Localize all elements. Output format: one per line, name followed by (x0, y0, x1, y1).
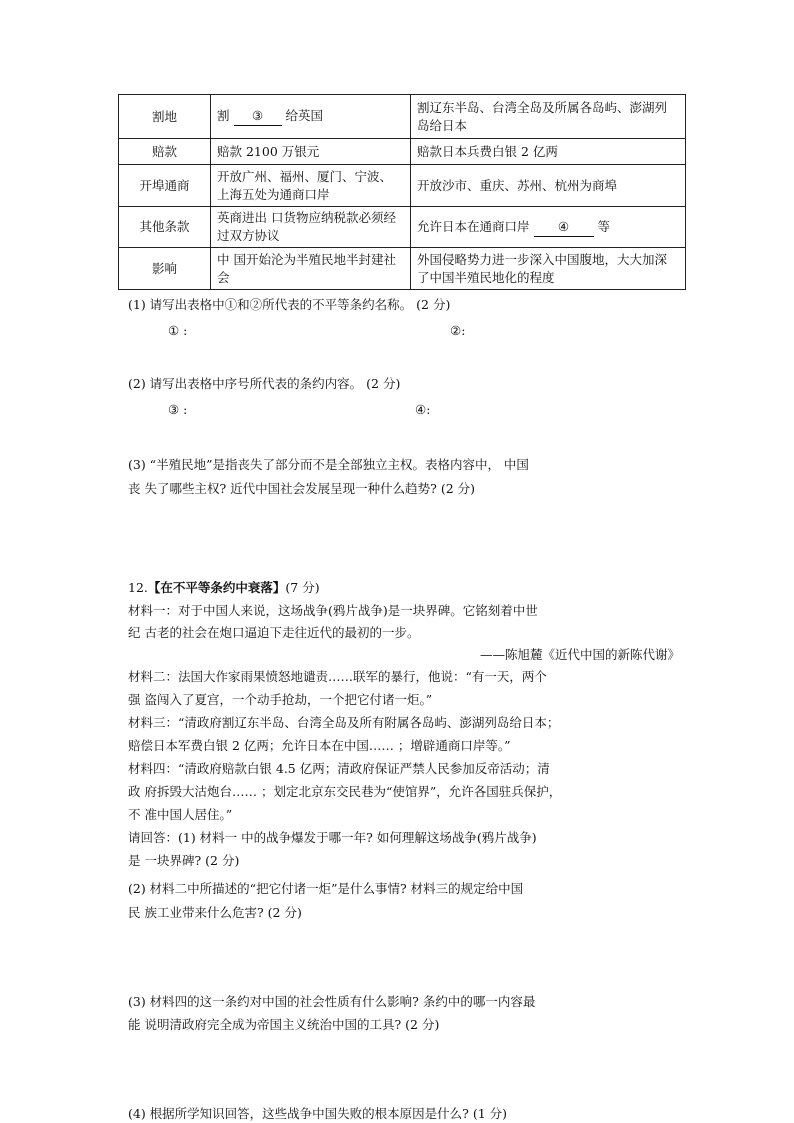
material-3-line2: 赔偿日本军费白银 2 亿两；允许日本在中国…… ；增辟通商口岸等。” (128, 738, 511, 753)
subquestion-4: (4) 根据所学知识回答，这些战争中国失败的根本原因是什么? (1 分) (128, 1106, 508, 1121)
table-cell: 赔款 2100 万银元 (211, 139, 411, 165)
material-2-line2: 强 盗闯入了夏宫，一个动手抢劫，一个把它付诸一炬。” (128, 692, 433, 707)
cell-text: 给英国 (285, 108, 323, 123)
cell-text: 等 (597, 218, 610, 234)
table-row (119, 207, 686, 248)
answer-label-1: ① : (168, 323, 188, 338)
subquestion-3-line2: 能 说明清政府完全成为帝国主义统治中国的工具? (2 分) (128, 1017, 440, 1032)
subquestion-2-line1: (2) 材料二中所描述的“把它付诸一炬”是什么事情? 材料三的规定给中国 (128, 881, 524, 896)
material-1-source: ——陈旭麓《近代中国的新陈代谢》 (479, 647, 680, 662)
table-cell: 开放广州、福州、厦门、宁波、上海五处为通商口岸 (211, 165, 411, 207)
table-row (119, 165, 686, 207)
cell-text: 允许日本在通商口岸 (417, 218, 530, 234)
row-header: 开埠通商 (119, 165, 211, 207)
question-1: (1) 请写出表格中①和②所代表的不平等条约名称。 (2 分) (128, 297, 451, 312)
material-3-line1: 材料三：“清政府割辽东半岛、台湾全岛及所有附属各岛屿、澎湖列岛给日本； (128, 715, 560, 730)
subquestion-2-line2: 民 族工业带来什么危害? (2 分) (128, 905, 302, 920)
material-1-line2: 纪 古老的社会在炮口逼迫下走往近代的最初的一步。 (128, 625, 420, 640)
row-header: 其他条款 (119, 207, 211, 248)
table-cell (411, 207, 686, 248)
question-3-line2: 丧 失了哪些主权? 近代中国社会发展呈现一种什么趋势? (2 分) (128, 481, 476, 496)
table-cell: 开放沙市、重庆、苏州、杭州为商埠 (411, 165, 686, 207)
table-row (119, 95, 686, 139)
question-title: 【在不平等条约中衰落】 (147, 580, 286, 595)
question-number: 12. (128, 580, 148, 595)
question-score: (7 分) (285, 580, 320, 595)
table-cell: 英商进出 口货物应纳税款必须经过双方协议 (211, 207, 411, 248)
question-3-line1: (3) “半殖民地”是指丧失了部分而不是全部独立主权。表格内容中， 中国 (128, 457, 529, 472)
row-header: 赔款 (119, 139, 211, 165)
answer-label-3: ③ : (168, 402, 188, 417)
table-cell: 赔款日本兵费白银 2 亿两 (411, 139, 686, 165)
material-4-line3: 不 准中国人居住。” (128, 807, 233, 822)
subquestion-1-line2: 是 一块界碑? (2 分) (128, 853, 240, 868)
treaty-comparison-table (118, 94, 686, 290)
subquestion-3-line1: (3) 材料四的这一条约对中国的社会性质有什么影响? 条约中的哪一内容最 (128, 994, 536, 1009)
row-header: 割地 (119, 95, 211, 139)
material-4-line1: 材料四：“清政府赔款白银 4.5 亿两；清政府保证严禁人民参加反帝活动；清 (128, 761, 550, 776)
table-row (119, 139, 686, 165)
subquestion-1-line1: 请回答：(1) 材料一 中的战争爆发于哪一年? 如何理解这场战争(鸦片战争) (128, 830, 537, 845)
material-2-line1: 材料二：法国大作家雨果愤怒地谴责……联军的暴行，他说：“有一天，两个 (128, 669, 547, 684)
answer-blank-3: ③ (234, 107, 282, 126)
table-cell (211, 95, 411, 139)
row-header: 影响 (119, 248, 211, 290)
answer-label-4: ④: (415, 402, 431, 417)
table-cell: 外国侵略势力进一步深入中国腹地，大大加深了中国半殖民地化的程度 (411, 248, 686, 290)
question-12-heading (128, 578, 320, 596)
material-1-line1: 材料一：对于中国人来说，这场战争(鸦片战争)是一块界碑。它铭刻着中世 (128, 603, 538, 618)
cell-text: 割 (217, 108, 230, 123)
material-4-line2: 政 府拆毁大沽炮台…… ；划定北京东交民巷为“使馆界”，允许各国驻兵保护， (128, 784, 562, 799)
table-row (119, 248, 686, 290)
question-2: (2) 请写出表格中序号所代表的条约内容。 (2 分) (128, 376, 401, 391)
table-cell: 中 国开始沦为半殖民地半封建社会 (211, 248, 411, 290)
answer-label-2: ②: (450, 323, 466, 338)
answer-blank-4: ④ (534, 218, 594, 237)
table-cell: 割辽东半岛、台湾全岛及所属各岛屿、澎湖列岛给日本 (411, 95, 686, 139)
